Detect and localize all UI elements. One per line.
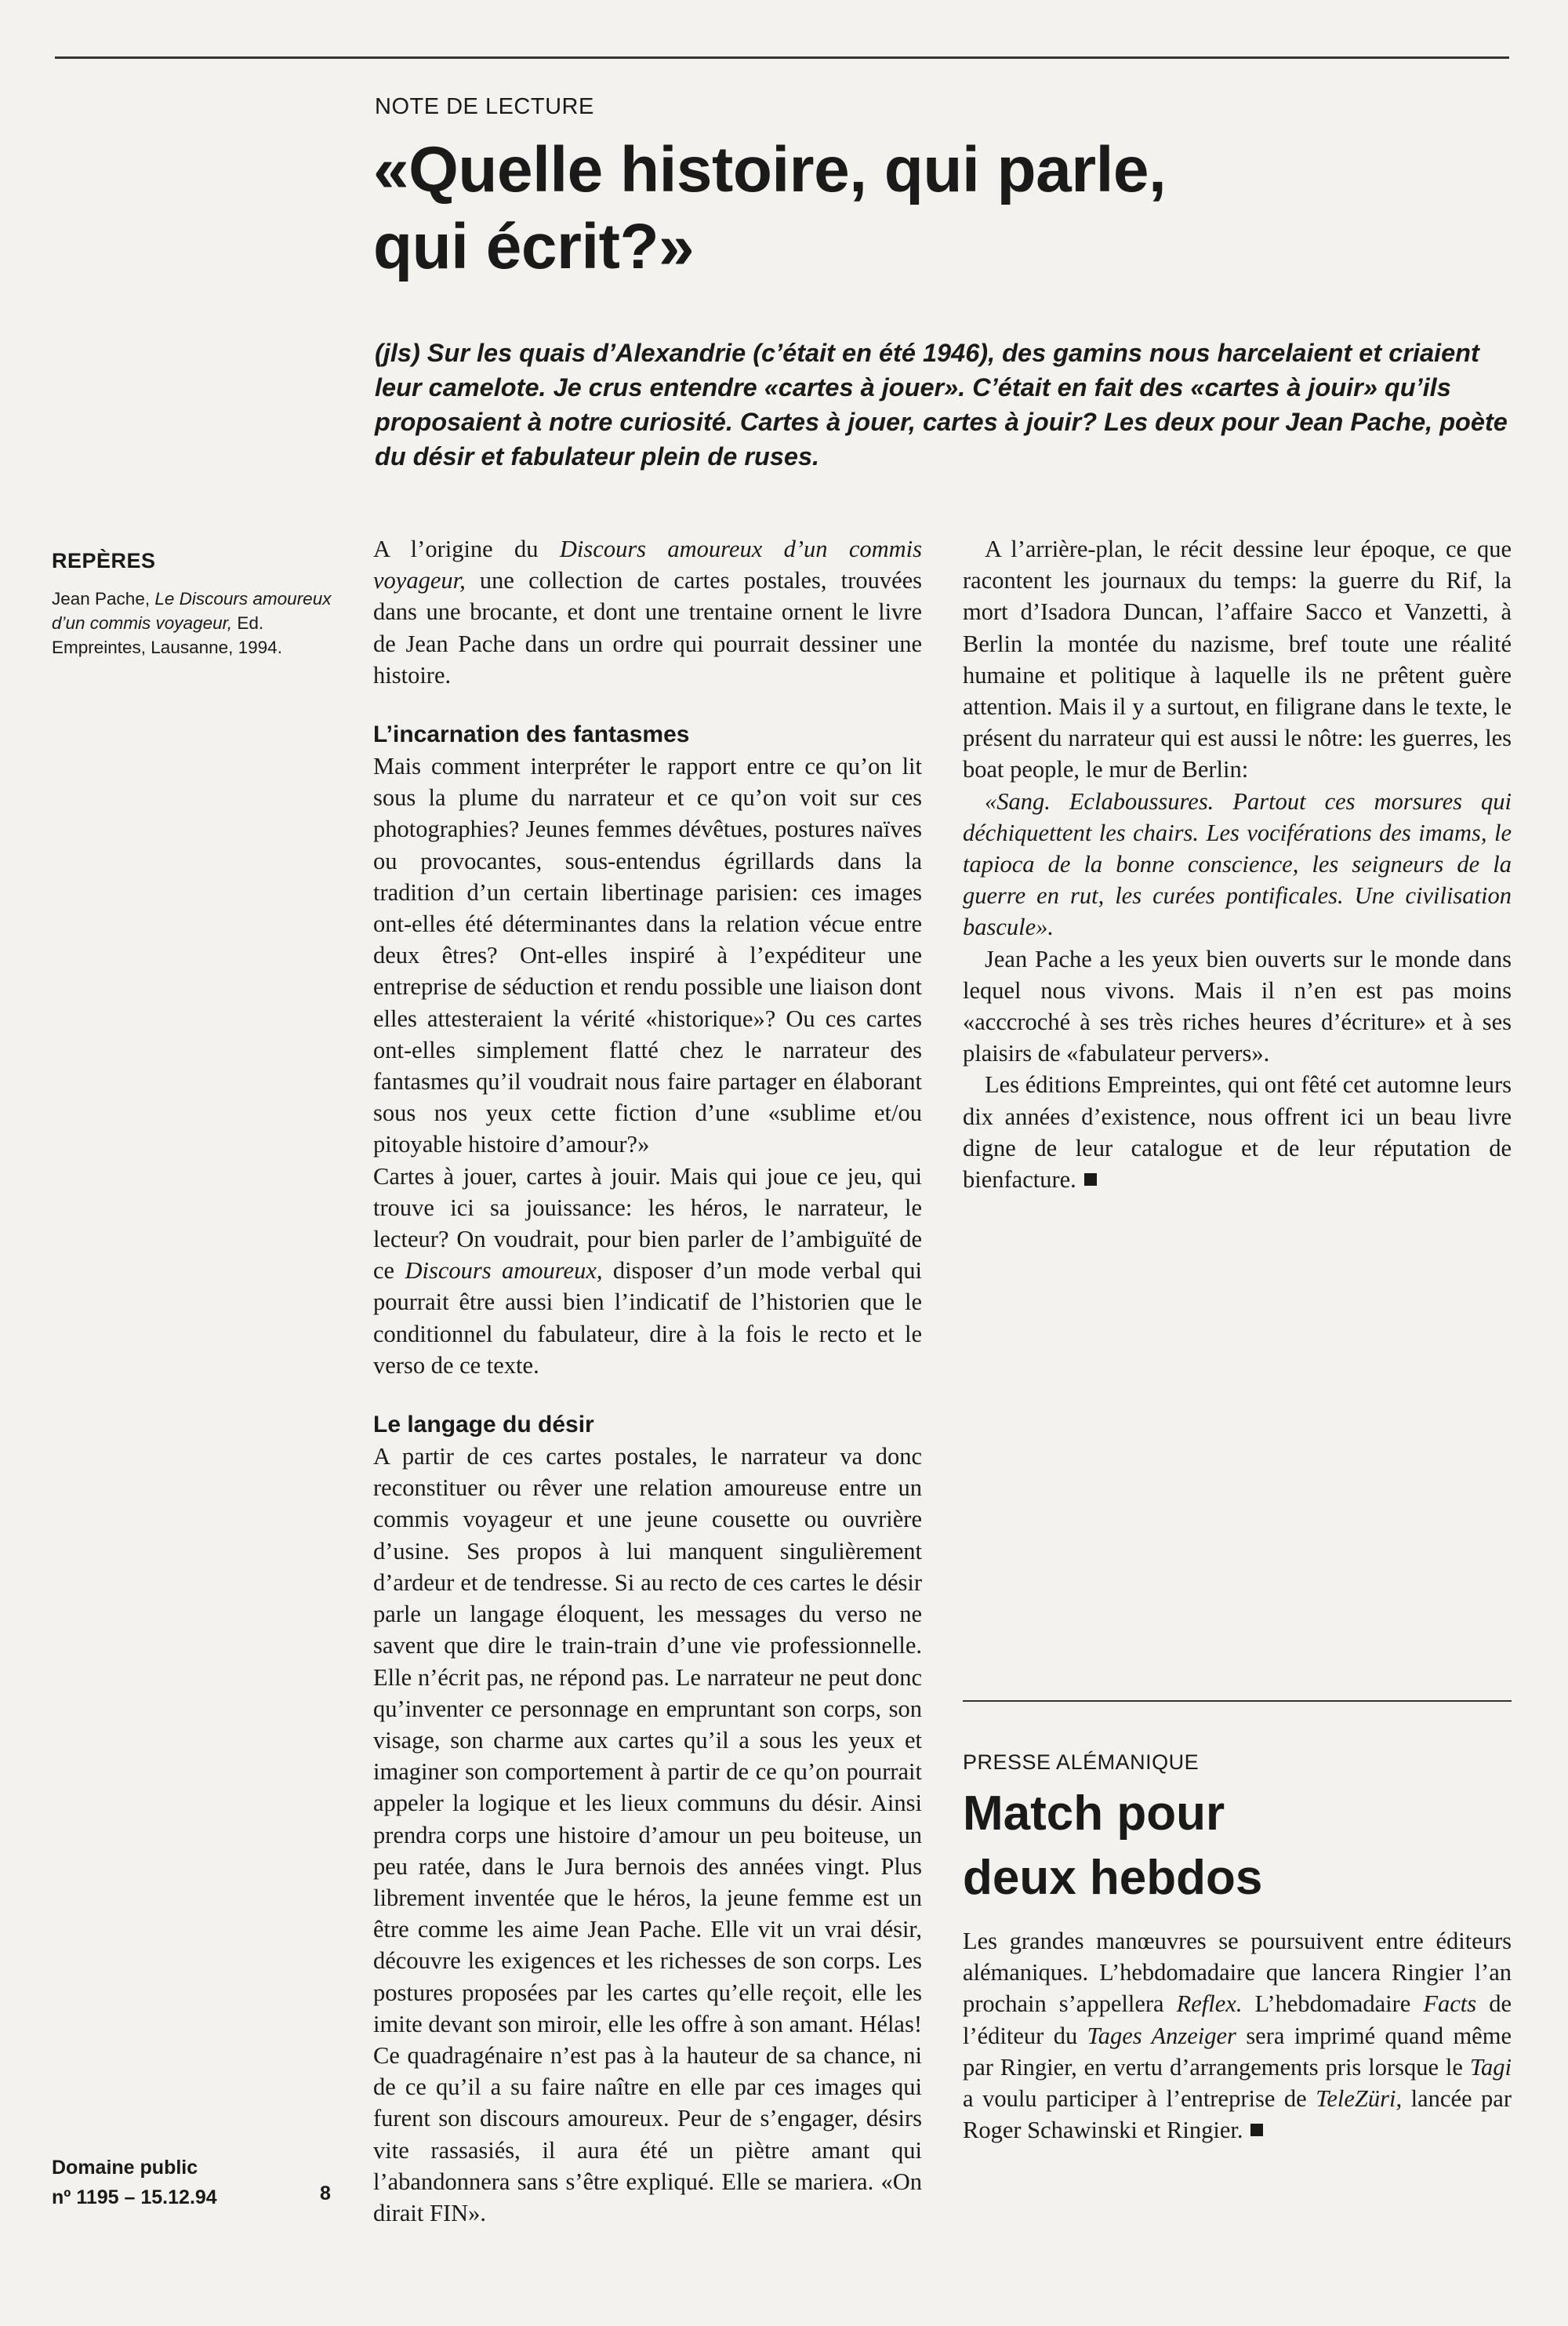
section1-p2-text-a: Cartes à jouer, cartes à jouir. Mais qui joue ce jeu, qui trouve ici sa jouissance: les héros, le narrateur, le lecteur? On voudrait, pour bien parler de l’ambiguïté de ce — [373, 1162, 922, 1285]
a2-facts: Facts — [1423, 1990, 1477, 2018]
article-lede: (jls) Sur les quais d’Alexandrie (c’était en été 1946), des gamins nous harcelaient et criaient leur camelote. Je crus entendre «cartes à jouer». C’était en fait des «cartes à jouir» qu’ils proposaient à notre curiosité. Cartes à jouer, cartes à jouir? Les deux pour Jean Pache, poète du désir et fabulateur plein de ruses. — [375, 339, 1508, 471]
article-column-2 — [963, 533, 1512, 1195]
reperes-text — [52, 587, 334, 660]
reperes-book-title: Le Discours amoureux d’un commis voyageur, — [52, 589, 332, 633]
publication-name: Domaine public — [52, 2157, 198, 2179]
closing-text: Les éditions Empreintes, qui ont fêté cet automne leurs dix années d’existence, nous offrent ici un beau livre digne de leur catalogue et de leur réputation de bienfacture. — [963, 1071, 1512, 1194]
a2-tages: Tages Anzeiger — [1087, 2022, 1236, 2049]
end-mark-icon — [1084, 1173, 1097, 1186]
article2-title — [963, 1782, 1512, 1910]
section2-paragraph-4 — [963, 1069, 1512, 1195]
intro-paragraph — [373, 533, 922, 691]
a2-reflex: Reflex. — [1176, 1990, 1243, 2018]
article-kicker: NOTE DE LECTURE — [375, 94, 594, 119]
intro-book-title: Discours amoureux d’un commis voyageur, — [373, 536, 923, 594]
quote-text: «Sang. Eclaboussures. Partout ces morsures qui déchiquettent les chairs. Les vociférations des imams, le tapioca de la bonne conscience, les seigneurs de la guerre en rut, les curées pontificales. Une civilisation bascule». — [963, 787, 1512, 941]
intro-text-b: une collection de cartes postales, trouvées dans une brocante, et dont une trentaine ornent le livre de Jean Pache dans un ordre qui pourrait dessiner une histoire. — [373, 567, 923, 689]
section2-paragraph-1: A partir de ces cartes postales, le narrateur va donc reconstituer ou rêver une relation amoureuse entre un commis voyageur et une jeune cousette ou ouvrière d’usine. Ses propos à lui manquent singulièrement d’ardeur et de tendresse. Si au recto de ces cartes le désir parle un langage éloquent, les messages du verso ne savent que dire le train-train d’une vie professionnelle. Elle n’écrit pas, ne répond pas. Le narrateur ne peut donc qu’inventer ce personnage en empruntant son corps, son visage, son charme aux cartes qu’il a sous les yeux et imaginer son comportement à partir de ce qu’on pourrait appeler la logique et les lieux communs du désir. Ainsi prendra corps une histoire d’amour un peu boiteuse, un peu ratée, dans le Jura bernois des années vingt. Plus librement inventée que le héros, la jeune femme est un être comme les aime Jean Pache. Elle vit un vrai désir, découvre les exigences et les richesses de son corps. Les postures proposées par les cartes qu’elle reçoit, elle les imite devant son miroir, elle les offre à son amant. Hélas! Ce quadragénaire n’est pas à la hauteur de sa chance, ni de ce qu’il a su faire naître en elle par ces images qui furent son discours amoureux. Peur de s’engager, désirs vite rassasiés, il aura été un piètre amant qui l’abandonnera sans s’être expliqué. Elle se mariera. «On dirait FIN». — [373, 1443, 922, 2226]
section2-paragraph-2: A l’arrière-plan, le récit dessine leur époque, ce que racontent les journaux du temps: la guerre du Rif, la mort d’Isadora Duncan, l’affaire Sacco et Vanzetti, à Berlin la montée du nazisme, bref toute une réalité humaine et politique à laquelle ils ne prêtent guère attention. Mais il y a surtout, en filigrane dans le texte, le présent du narrateur qui est aussi le nôtre: les guerres, les boat people, le mur de Berlin: — [963, 536, 1512, 783]
reperes-heading: REPÈRES — [52, 549, 156, 572]
issue-number: nº 1195 – 15.12.94 — [52, 2186, 217, 2208]
footer-publication — [52, 2153, 217, 2212]
article2-paragraph — [963, 1925, 1512, 2146]
a2-text-3: de l’éditeur du — [963, 1990, 1512, 2049]
section1-p2-book-title: Discours amoureux, — [405, 1257, 603, 1285]
article2-title-line-1: Match pour — [963, 1786, 1225, 1841]
section2-heading: Le langage du désir — [373, 1412, 594, 1438]
section1-heading: L’incarnation des fantasmes — [373, 721, 690, 748]
reperes-author: Jean Pache, — [52, 589, 151, 609]
article2-body — [963, 1925, 1512, 2146]
article2-kicker: PRESSE ALÉMANIQUE — [963, 1750, 1200, 1774]
section2-quote — [963, 786, 1512, 943]
a2-text-4: sera imprimé quand même par Ringier, en vertu d’arrangements pris lorsque le — [963, 2022, 1512, 2081]
title-line-1: «Quelle histoire, qui parle, — [373, 134, 1167, 205]
section2-paragraph-3: Jean Pache a les yeux bien ouverts sur le monde dans lequel nous vivons. Mais il n’en est pas moins «acccroché à ses très riches heures d’écriture» et à ses plaisirs de «fabulateur pervers». — [963, 945, 1512, 1067]
a2-telezuri: TeleZüri, — [1316, 2085, 1403, 2113]
article2-title-line-2: deux hebdos — [963, 1851, 1263, 1905]
top-rule — [55, 56, 1509, 59]
page-number: 8 — [320, 2182, 331, 2204]
a2-text-2: L’hebdomadaire — [1254, 1990, 1411, 2018]
article-title — [373, 132, 1471, 285]
a2-text-1: Les grandes manœuvres se poursuivent entre éditeurs alémaniques. L’hebdomadaire que lancera Ringier l’an prochain s’appellera — [963, 1928, 1512, 2018]
a2-tagi: Tagi — [1469, 2053, 1512, 2081]
intro-text-a: A l’origine du — [373, 536, 539, 562]
section1-paragraph-2 — [373, 1161, 922, 1381]
reperes-publisher: Ed. Empreintes, Lausanne, 1994. — [52, 613, 282, 657]
section-rule — [963, 1700, 1512, 1702]
a2-text-6: lancée par Roger Schawinski et Ringier. — [963, 2085, 1512, 2144]
article-column-1 — [373, 533, 922, 2229]
section1-paragraph-1: Mais comment interpréter le rapport entre ce qu’on lit sous la plume du narrateur et ce qu’on voit sur ces photographies? Jeunes femmes dévêtues, postures naïves ou provocantes, sous-entendus égrillards dans la tradition d’un certain libertinage parisien: ces images ont-elles été déterminantes dans la relation vécue entre deux êtres? Ont-elles inspiré à l’expéditeur une entreprise de séduction et rendu possible une liaison dont elles attesteraient la vérité «historique»? Ou ces cartes ont-elles simplement flatté chez le narrateur des fantasmes qu’il voudrait nous faire partager en élaborant sous nos yeux cette fiction d’une «sublime et/ou pitoyable histoire d’amour?» — [373, 753, 922, 1158]
title-line-2: qui écrit?» — [373, 211, 695, 282]
end-mark-icon — [1250, 2124, 1263, 2136]
section1-p2-text-b: disposer d’un mode verbal qui pourrait être aussi bien l’indicatif de l’historien que le conditionnel du fabulateur, dire à la fois le recto et le verso de ce texte. — [373, 1257, 923, 1379]
a2-text-5: a voulu participer à l’entreprise de — [963, 2085, 1307, 2113]
